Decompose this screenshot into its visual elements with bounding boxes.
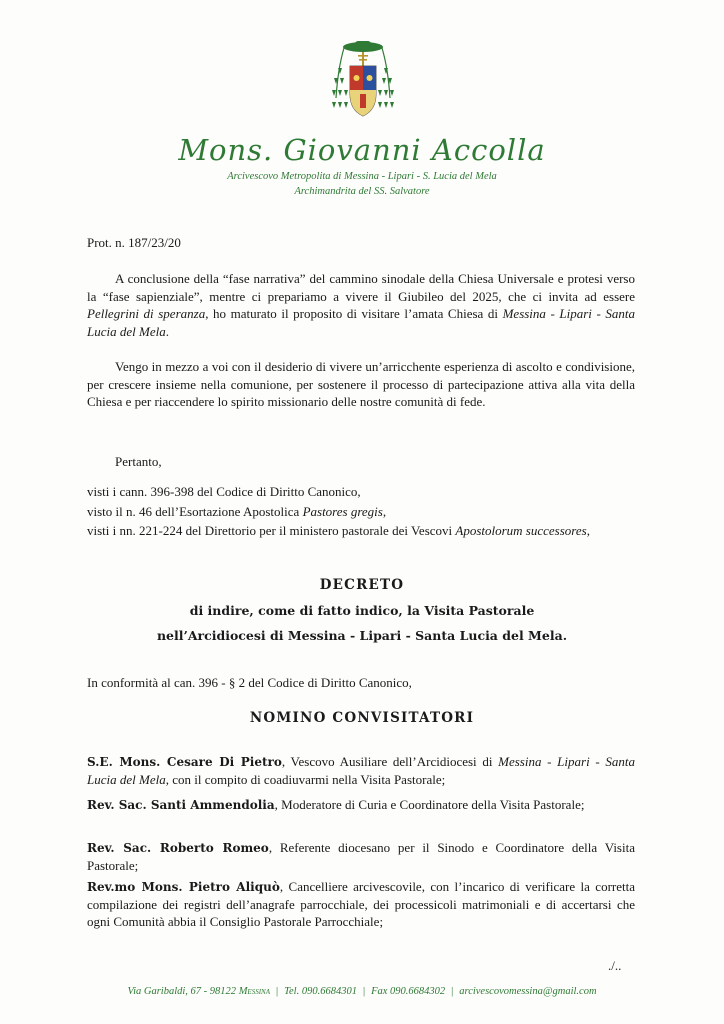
convisitatore-item: Rev. Sac. Santi Ammendolia, Moderatore di Curia e Coordinatore della Visita Pastorale; <box>87 797 585 812</box>
pertanto-text: Pertanto, <box>115 454 162 469</box>
conformita-text: In conformità al can. 396 - § 2 del Codice di Diritto Canonico, <box>87 675 412 690</box>
visti-list <box>87 482 635 540</box>
decree-title: DECRETO <box>319 577 405 593</box>
header-title-line: Arcivescovo Metropolita di Messina - Lipari - S. Lucia del Mela <box>227 171 497 182</box>
footer-address: Via Garibaldi, 67 - 98122 Messina <box>127 986 270 997</box>
footer-contacts: Via Garibaldi, 67 - 98122 Messina | Tel. 090.6684301 | Fax 090.6684302 | arcivescovomessina@gmail.com <box>127 986 597 997</box>
paragraph-purpose: Vengo in mezzo a voi con il desiderio di vivere un’arricchente esperienza di ascolto e condivisione, per crescere insieme nella comunione, per sostenere il processo di partecipazione attiva alla vita della Chiesa e per riaccendere lo spirito missionario delle nostre comunità di fede. <box>87 359 635 409</box>
visti-item: visto il n. 46 dell’Esortazione Apostolica Pastores gregis, <box>87 504 387 519</box>
convisitatore-item: S.E. Mons. Cesare Di Pietro, Vescovo Ausiliare dell’Arcidiocesi di Messina - Lipari - Santa Lucia del Mela, con il compito di coadiuvarmi nella Visita Pastorale; <box>87 754 635 787</box>
footer-fax: Fax 090.6684302 <box>371 986 446 997</box>
decree-line: di indire, come di fatto indico, la Visita Pastorale <box>189 603 535 618</box>
visti-item: visti i cann. 396-398 del Codice di Diritto Canonico, <box>87 484 361 499</box>
decree-line: nell’Arcidiocesi di Messina - Lipari - Santa Lucia del Mela. <box>156 628 568 643</box>
protocol-number: Prot. n. 187/23/20 <box>87 235 181 250</box>
coat-of-arms-icon <box>328 38 398 120</box>
bishop-name: Mons. Giovanni Accolla <box>178 133 546 167</box>
visti-item: visti i nn. 221-224 del Direttorio per il ministero pastorale dei Vescovi Apostolorum successores, <box>87 523 590 538</box>
footer-phone: Tel. 090.6684301 <box>284 986 357 997</box>
convisitatore-item: Rev.mo Mons. Pietro Aliquò, Cancelliere arcivescovile, con l’incarico di verificare la corretta compilazione dei registri dell’anagrafe parrocchiale, dei processicoli matrimoniali e di accertarsi che ogni Comunità abbia il Consiglio Pastorale Parrocchiale; <box>87 879 635 929</box>
paragraph-intro: A conclusione della “fase narrativa” del cammino sinodale della Chiesa Universale e protesi verso la “fase sapienziale”, mentre ci prepariamo a vivere il Giubileo del 2025, che ci invita ad essere Pellegrini di speranza, ho maturato il proposito di visitare l’amata Chiesa di Messina - Lipari - Santa Lucia del Mela. <box>87 271 636 339</box>
continuation-mark: ./.. <box>608 958 622 973</box>
footer-email: arcivescovomessina@gmail.com <box>459 986 597 997</box>
nomination-heading: NOMINO CONVISITATORI <box>249 710 475 726</box>
header-subtitle-line: Archimandrita del SS. Salvatore <box>294 186 430 197</box>
convisitatore-item: Rev. Sac. Roberto Romeo, Referente diocesano per il Sinodo e Coordinatore della Visita Pastorale; <box>87 840 635 873</box>
